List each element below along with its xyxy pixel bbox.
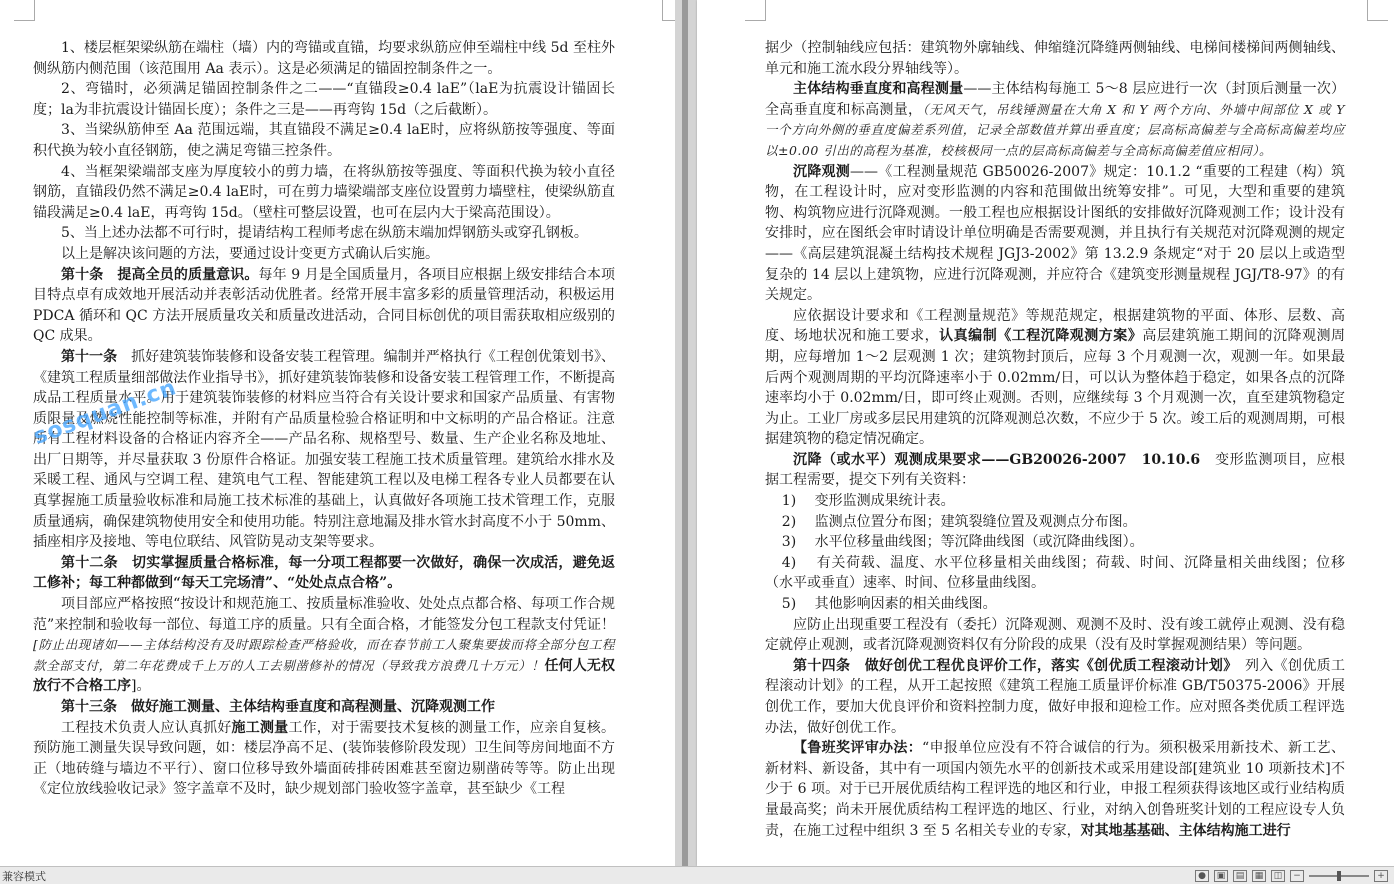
paragraph: 2、弯锚时，必须满足锚固控制条件之二——“直锚段≥0.4 laE”（laE为抗震设计锚固长度；la为非抗震设计锚固长度）；条件之三是——再弯钩 15d（之后截断）。: [33, 81, 615, 118]
zoom-slider[interactable]: [1309, 875, 1369, 877]
paragraph: 5、当上述办法都不可行时，提请结构工程师考虑在纵筋末端加焊钢筋头或穿孔钢板。: [61, 225, 588, 242]
article-title: 第十二条 切实掌握质量合格标准，每一分项工程都要一次做好，确保一次成活，避免返工修补；每工种都做到“每天工完场清”、“处处点点合格”。: [33, 554, 615, 592]
heading-inline: 沉降观测: [793, 163, 850, 180]
page-corner-mark: [14, 0, 35, 21]
article-note-bold: 任何人无权放行不合格工序: [33, 657, 615, 695]
paragraph: [765, 79, 1345, 161]
zoom-slider-thumb[interactable]: [1337, 871, 1341, 881]
paragraph: 4、当框架梁端部支座为厚度较小的剪力墙，在将纵筋按等强度、等面积代换为较小直径钢筋，直锚段仍然不满足≥0.4 laE时，可在剪力墙梁端部支座位设置剪力墙壁柱，使梁纵筋直锚段满足≥0.4 laE，再弯钩 15d。（壁柱可整层设置，也可在层内大于梁高范围设）。: [33, 163, 615, 221]
paragraph-text-bold: 对其地基基础、主体结构施工进行: [1080, 822, 1291, 839]
luban-award-paragraph: [765, 738, 1345, 841]
list-item: 5) 其他影响因素的相关曲线图。: [781, 596, 997, 613]
article-12-title: [33, 553, 615, 594]
article-title: 第十条 提高全员的质量意识。: [61, 266, 259, 283]
status-bar: [0, 866, 1394, 884]
macro-record-icon[interactable]: ●: [1195, 870, 1209, 882]
paragraph-text: 高层建筑施工期间的沉降观测周期，应每增加 1～2 层观测 1 次；建筑物封顶后，应每 3 个月观测一次，观测一年。如果最后两个观测周期的平均沉降速率小于 0.02mm/日，可以认为整体趋于稳定，如果各点的沉降速率均小于 0.02mm/日，即可终止观测。否则，应继续每 3 个月观测一次，直至建筑物稳定为止。工业厂房或多层民用建筑的沉降观测总次数，不应少于 5 次。竣工后的观测周期，可根据建筑物的稳定情况确定。: [765, 328, 1346, 448]
paragraph: 以上是解决该问题的方法，要通过设计变更方式确认后实施。: [61, 245, 439, 262]
article-text-bold: 施工测量: [231, 719, 289, 736]
paragraph: 3、当梁纵筋伸至 Aa 范围远端，其直锚段不满足≥0.4 laE时，应将纵筋按等强度、等面积代换为较小直径钢筋，使之满足弯锚三控条件。: [33, 122, 615, 159]
article-title: 第十三条 做好施工测量、主体结构垂直度和高程测量、沉降观测工作: [61, 699, 495, 715]
paragraph: 据少（控制轴线应包括：建筑物外廓轴线、伸缩缝沉降缝两侧轴线、电梯间楼梯间两侧轴线、单元和施工流水段分界轴线等）。: [765, 40, 1345, 77]
deliverables-list: [765, 491, 1345, 615]
article-14: [765, 656, 1345, 738]
web-layout-icon[interactable]: ◫: [1271, 870, 1285, 882]
list-item: 3) 水平位移量曲线图；等沉降曲线图（或沉降曲线图）。: [781, 534, 1144, 551]
read-mode-icon[interactable]: ▤: [1233, 870, 1247, 882]
focus-mode-icon[interactable]: ▣: [1214, 870, 1228, 882]
paragraph: [765, 450, 1345, 491]
paragraph: 应防止出现重要工程没有（委托）沉降观测、观测不及时、没有竣工就停止观测、没有稳定就停止观测，或者沉降观测资料仅有分阶段的成果（没有及时掌握观测结果）等问题。: [765, 616, 1345, 654]
article-text: 列入《创优质工程滚动计划》的工程，从开工起按照《建筑工程施工质量评价标准 GB/T50375-2006》开展创优工作，要加大优良评价和资料控制力度，做好申报和迎检工作。应对照各类优质工程评选办法，做好创优工作。: [765, 657, 1346, 736]
article-text: 项目部应严格按照“按设计和规范施工、按质量标准验收、处处点点都合格、每项工作合规范”来控制和验收每一部位、每道工序的质量。只有全面合格，才能签发分包工程款支付凭证！: [33, 596, 615, 633]
status-icons: [1195, 867, 1388, 884]
heading-inline: 【鲁班奖评审办法：: [793, 740, 923, 757]
article-text: 工作，对于需要技术复核的测量工作，应亲自复核。预防施工测量失误导致问题，如：楼层净高不足、(装饰装修阶段发现）卫生间等房间地面不方正（地砖缝与墙边不平行）、窗口位移导致外墙面砖排砖困难甚至窗边剔凿砖等等。防止出现《定位放线验收记录》签字盖章不及时，缺少规划部门验收签字盖章，甚至缺少《工程: [33, 719, 616, 798]
right-page-text: [765, 38, 1345, 841]
list-item: 1) 变形监测成果统计表。: [781, 493, 955, 510]
page-corner-mark: [1367, 0, 1388, 21]
paragraph: 1、楼层框架梁纵筋在端柱（墙）内的弯锚或直锚，均要求纵筋应伸至端柱中线 5d 至柱外侧纵筋内侧范围（该范围用 Aa 表示）。这是必须满足的锚固控制条件之一。: [33, 40, 615, 77]
page-corner-mark: [745, 0, 766, 21]
compat-mode-label: 兼容模式: [2, 870, 46, 883]
article-11: [33, 347, 615, 553]
paragraph-text: 变形监测项目，应根据工程需要，提交下列有关资料：: [765, 451, 1346, 489]
zoom-in-icon[interactable]: +: [1374, 870, 1388, 882]
article-title: 第十一条: [61, 348, 118, 365]
article-note-end: ]。: [131, 678, 151, 695]
page-corner-mark: [662, 0, 675, 21]
paragraph-text: ——主体结构每施工 5～8 层应进行一次（封顶后测量一次）全高垂直度和标高测量，: [765, 81, 1346, 118]
paragraph: [765, 306, 1345, 450]
paragraph-text: “申报单位应没有不符合诚信的行为。须积极采用新技术、新工艺、新材料、新设备，其中有一项国内领先水平的创新技术或采用建设部[建筑业 10 项新技术]不少于 6 项。对于已开展优质结构工程评选的地区和行业，申报工程须获得该地区或行业结构质量最高奖；尚未开展优质结构工程评选的地区、行业，对纳入创鲁班奖计划的工程应设专人负责，在施工过程中组织 3 至 5 名相关专业的专家，: [765, 740, 1346, 839]
list-item: 2) 监测点位置分布图；建筑裂缝位置及观测点分布图。: [781, 513, 1137, 530]
heading-inline: 主体结构垂直度和高程测量: [793, 81, 964, 98]
watermark: sosquan.cn: [30, 375, 181, 450]
article-12: [33, 594, 615, 697]
article-10: [33, 265, 615, 347]
article-text: 每年 9 月是全国质量月，各项目应根据上级安排结合本项目特点卓有成效地开展活动并表彰活动优胜者。经常开展丰富多彩的质量管理活动，积极运用 PDCA 循环和 QC 方法开展质量攻关和质量改进活动，合同目标创优的项目需获取相应级别的 QC 成果。: [33, 266, 616, 345]
paragraph: [765, 162, 1345, 306]
vertical-scrollbar[interactable]: [682, 0, 688, 866]
paragraph-text: 应依据设计要求和《工程测量规范》等规范规定，根据建筑物的平面、体形、层数、高度、场地状况和施工要求，: [765, 307, 1345, 345]
list-item: 4) 有关荷载、温度、水平位移量相关曲线图；荷载、时间、沉降量相关曲线图；位移（水平或垂直）速率、时间、位移量曲线图。: [765, 554, 1345, 592]
print-layout-icon[interactable]: ▦: [1252, 870, 1266, 882]
zoom-out-icon[interactable]: −: [1290, 870, 1304, 882]
heading-inline: 认真编制《工程沉降观测方案》: [939, 328, 1143, 345]
article-13: [33, 718, 615, 800]
article-title: 第十四条 做好创优工程优良评价工作，落实《创优质工程滚动计划》: [793, 657, 1231, 674]
article-13-title: [33, 697, 615, 718]
heading-inline: 沉降（或水平）观测成果要求——GB20026-2007 10.10.6: [793, 451, 1201, 468]
paragraph-text: ——《工程测量规范 GB50026-2007》规定：10.1.2 “重要的工程建（构）筑物，在工程设计时，应对变形监测的内容和范围做出统筹安排”。可见，大型和重要的建筑物、构筑物应进行沉降观测。一般工程也应根据设计图纸的安排做好沉降观测工作；设计没有安排时，应在图纸会审时请设计单位明确是否需要观测，并且执行有关规范对沉降观测的规定——《高层建筑混凝土结构技术规程 JGJ3-2002》第 13.2.9 条规定“对于 20 层以上或造型复杂的 14 层以上建筑物，应进行沉降观测，并应符合《建筑变形测量规程 JGJ/T8-97》的有关规定。: [765, 163, 1346, 304]
article-text: 抓好建筑装饰装修和设备安装工程管理。编制并严格执行《工程创优策划书》、《建筑工程质量细部做法作业指导书》，抓好建筑装饰装修和设备安装工程管理工作，不断提高成品工程质量水平。用于建筑装饰装修的材料应当符合有关设计要求和国家产品质量、有害物质限量及燃烧性能控制等标准，并附有产品质量检验合格证明和中文标明的产品合格证。注意所有工程材料设备的合格证内容齐全——产品名称、规格型号、数量、生产企业名称及地址、出厂日期等，并尽量获取 3 份原件合格证。加强安装工程施工技术质量管理。建筑给水排水及采暖工程、通风与空调工程、建筑电气工程、智能建筑工程以及电梯工程各专业人员都要在认真掌握施工质量验收标准和局施工技术标准的基础上，认真做好各项施工技术管理工作，克服质量通病，确保建筑物使用安全和使用功能。特别注意地漏及排水管水封高度不小于 50mm、插座相序及接地、等电位联结、风管防晃动支架等要求。: [33, 348, 616, 551]
paragraph-note: （无风天气，吊线锤测量在大角 X 和 Y 两个方向、外墙中间部位 X 或 Y 一个方向外侧的垂直度偏差系列值，记录全部数值并算出垂直度；层高标高偏差与全高标高偏差均应以±0.00 引出的高程为基准，校核极同一点的层高标高偏差与全高标高偏差值应相同）。: [765, 101, 1346, 158]
article-text: 工程技术负责人应认真抓好: [61, 719, 232, 736]
article-note: [防止出现诸如——主体结构没有及时跟踪检查严格验收，而在春节前工人聚集要拔而将全部分包工程款全部支付，第二年花费成千上万的人工去剔凿修补的情况（导致我方浪费几十万元）！: [33, 637, 615, 673]
